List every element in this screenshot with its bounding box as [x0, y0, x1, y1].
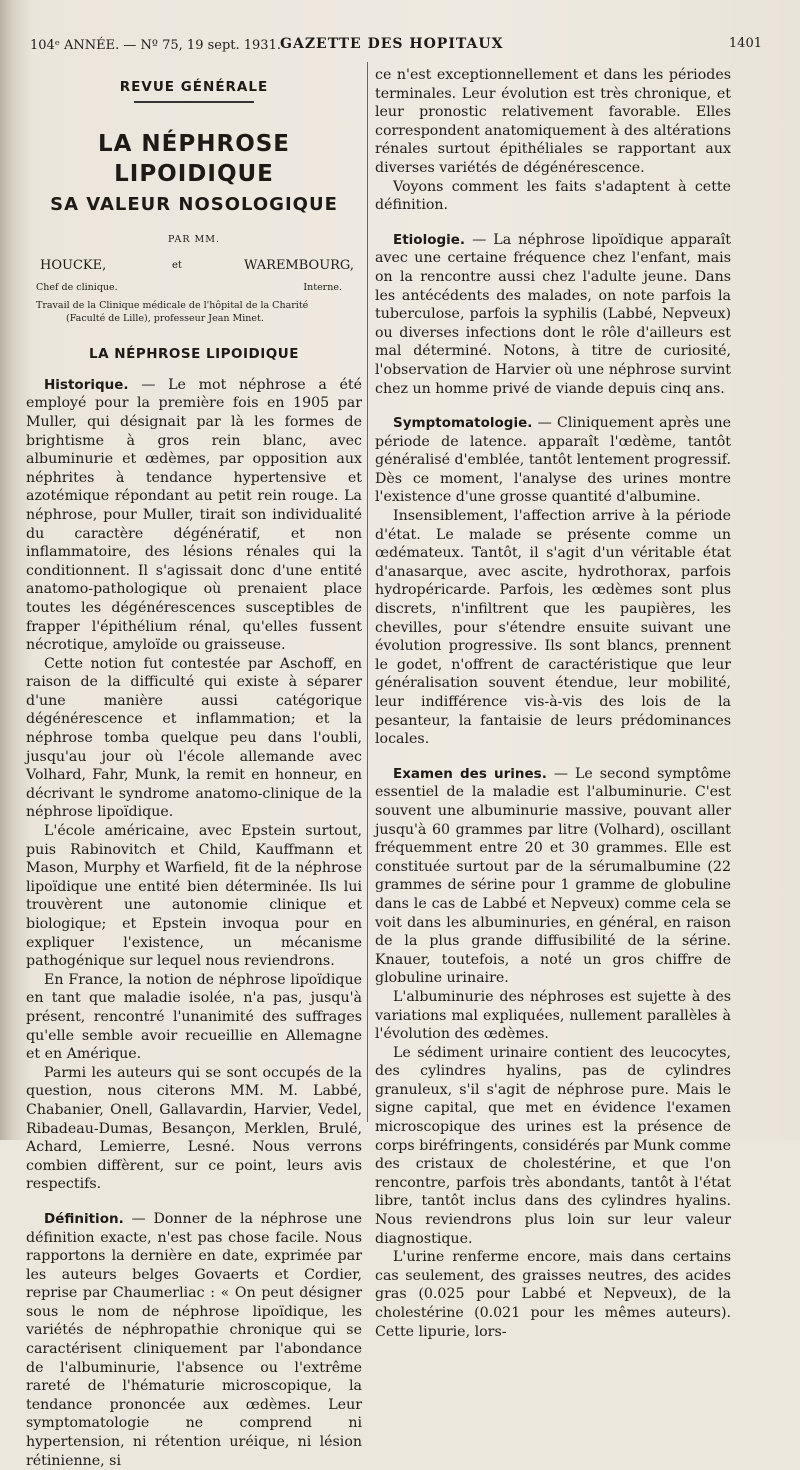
paragraph: L'albuminurie des néphroses est sujette à des variations mal expliquées, nullement parallèles à l'évolution des œdèmes.: [375, 988, 731, 1043]
heading-definition: Définition.: [44, 1210, 124, 1227]
paragraph: Parmi les auteurs qui se sont occupés de la question, nous citerons MM. M. Labbé, Chabanier, Onell, Gallavardin, Harvier, Vedel, Ribadeau-Dumas, Besançon, Merklen, Brulé, Achard, Lemierre, Lesné. Nous verrons combien diffèrent, sur ce point, leurs avis respectifs.: [26, 1064, 362, 1193]
heading-examen: Examen des urines.: [393, 765, 547, 782]
article-title: LA NÉPHROSE LIPOIDIQUE: [97, 130, 291, 187]
rubric: REVUE GÉNÉRALE: [119, 79, 269, 95]
heading-historique: Historique.: [44, 376, 129, 393]
article-subtitle: SA VALEUR NOSOLOGIQUE: [50, 193, 338, 215]
issue-info: 104ᵉ ANNÉE. — Nº 75, 19 sept. 1931.: [30, 38, 281, 53]
paragraph-historique: Historique. — Le mot néphrose a été employé pour la première fois en 1905 par Muller, qui désignait par là les formes de brightisme à gros rein blanc, avec albuminurie et œdèmes, par opposition aux néphrites à tendance hypertensive et azotémique répondant au petit rein rouge. La néphrose, pour Muller, tirait son individualité du caractère dégénératif, et non inflammatoire, des lésions rénales qui la conditionnent. Il s'agissait donc d'une entité anatomo-pathologique où prenaient place toutes les dégénérescences susceptibles de frapper l'épithélium rénal, qu'elles fussent nécrotique, amyloïde ou graisseuse.: [26, 376, 362, 654]
paragraph-etiologie: Etiologie. — La néphrose lipoïdique apparaît avec une certaine fréquence chez l'enfant, mais on la rencontre aussi chez l'adulte jeune. Dans les antécédents des malades, on note parfois la tuberculose, parfois la syphilis (Labbé, Nepveux) ou diverses infections dont le rôle d'ailleurs est mal déterminé. Notons, à titre de curiosité, l'observation de Harvier où une néphrose survint chez un homme privé de viande depuis cinq ans.: [375, 231, 731, 397]
author-and: et: [172, 260, 182, 272]
role-chef: Chef de clinique.: [36, 282, 118, 294]
affiliation-line-2: (Faculté de Lille), professeur Jean Minet.: [66, 313, 264, 325]
left-column: [26, 66, 362, 1470]
section-heading: LA NÉPHROSE LIPOIDIQUE: [89, 346, 299, 363]
heading-etiologie: Etiologie.: [393, 231, 466, 248]
paragraph-examen: Examen des urines. — Le second symptôme essentiel de la maladie est l'albuminurie. C'est souvent une albuminurie massive, pouvant aller jusqu'à 60 grammes par litre (Volhard), oscillant fréquemment entre 20 et 30 grammes. Elle est constituée surtout par de la sérumalbumine (22 grammes de sérine pour 1 gramme de globuline dans le cas de Labbé et Nepveux) comme cela se voit dans les albuminuries, en général, en raison de la plus grande diffusibilité de la sérine. Knauer, toutefois, a noté un gros chiffre de globuline urinaire.: [375, 765, 731, 987]
journal-name: GAZETTE DES HOPITAUX: [280, 36, 504, 52]
running-header: [30, 34, 762, 56]
affiliation-line-1: Travail de la Clinique médicale de l'hôpital de la Charité: [36, 300, 309, 312]
paragraph: L'école américaine, avec Epstein surtout, puis Rabinovitch et Child, Kauffmann et Mason, Murphy et Warfield, fit de la néphrose lipoïdique une entité bien déterminée. Ils lui trouvèrent une autonomie clinique et biologique; et Epstein invoqua pour en expliquer l'existence, un mécanisme pathogénique sur lequel nous reviendrons.: [26, 823, 362, 970]
author-roles: [26, 279, 362, 295]
paragraph: Le sédiment urinaire contient des leucocytes, des cylindres hyalins, pas de cylindres granuleux, s'il s'agit de néphrose pure. Mais le signe capital, que met en évidence l'examen microscopique des urines est la présence de corps biréfringents, considérés par Munk comme des cristaux de cholestérine, et que l'on rencontre, parfois très abondants, tantôt à l'état libre, tantôt inclus dans des cylindres hyalins. Nous reviendrons plus loin sur leur valeur diagnostique.: [375, 1044, 731, 1247]
affiliation: [36, 299, 362, 325]
paragraph: En France, la notion de néphrose lipoïdique en tant que maladie isolée, n'a pas, jusqu'à présent, rencontré l'unanimité des suffrages qu'elle semble avoir recueillie en Allemagne et en Amérique.: [26, 971, 362, 1063]
column-divider: [367, 62, 368, 1122]
right-column: [375, 66, 731, 1341]
authors: [26, 257, 362, 279]
paragraph: ce n'est exceptionnellement et dans les périodes terminales. Leur évolution est très chronique, et leur pronostic relativement favorable. Elles correspondent anatomiquement à des altérations rénales surtout épithéliales se rapportant aux diverses variétés de dégénérescence.: [375, 67, 731, 176]
paragraph: Cette notion fut contestée par Aschoff, en raison de la difficulté qui existe à séparer d'une manière aussi catégorique dégénérescence et inflammation; et la néphrose tomba quelque peu dans l'oubli, jusqu'au jour où l'école allemande avec Volhard, Fahr, Munk, la remit en honneur, en décrivant le syndrome anatomo-clinique de la néphrose lipoïdique.: [26, 655, 362, 821]
page-number: 1401: [728, 36, 762, 51]
author-houcke: HOUCKE,: [40, 258, 107, 274]
role-interne: Interne.: [303, 282, 342, 294]
author-warembourg: WAREMBOURG,: [244, 258, 354, 274]
rubric-rule: [134, 101, 254, 103]
paragraph-definition: Définition. — Donner de la néphrose une définition exacte, n'est pas chose facile. Nous rapportons la dernière en date, exprimée par les auteurs belges Govaerts et Cordier, reprise par Chaumerliac : « On peut désigner sous le nom de néphrose lipoïdique, les variétés de néphropathie chronique qui se caractérisent cliniquement par l'abondance de l'albuminurie, l'absence ou l'extrême rareté de l'hématurie microscopique, la tendance prononcée aux œdèmes. Leur symptomatologie ne comprend ni hypertension, ni rétention uréique, ni lésion rétinienne, si: [26, 1210, 362, 1469]
paragraph: Voyons comment les faits s'adaptent à cette définition.: [375, 178, 731, 214]
paragraph-symptomatologie: Symptomatologie. — Cliniquement après une période de latence. apparaît l'œdème, tantôt généralisé d'emblée, tantôt lentement progressif. Dès ce moment, l'analyse des urines montre l'existence d'une grosse quantité d'albumine.: [375, 415, 731, 506]
paragraph: L'urine renferme encore, mais dans certains cas seulement, des graisses neutres, des acides gras (0.025 pour Labbé et Nepveux), de la cholestérine (0.021 pour les mêmes auteurs). Cette lipurie, lors-: [375, 1249, 731, 1340]
heading-symptomatologie: Symptomatologie.: [393, 415, 533, 432]
paragraph: Insensiblement, l'affection arrive à la période d'état. Le malade se présente comme un œdémateux. Tantôt, il s'agit d'un véritable état d'anasarque, avec ascite, hydrothorax, parfois hydropéricarde. Parfois, les œdèmes sont plus discrets, n'infiltrent que les paupières, les chevilles, pour s'étendre ensuite suivant une évolution progressive. Ils sont blancs, prennent le godet, n'offrent de caractéristique que leur généralisation souvent étendue, leur mobilité, leur indifférence vis-à-vis des lois de la pesanteur, la fantaisie de leurs prédominances locales.: [375, 508, 731, 748]
par-mm: PAR MM.: [167, 233, 221, 245]
